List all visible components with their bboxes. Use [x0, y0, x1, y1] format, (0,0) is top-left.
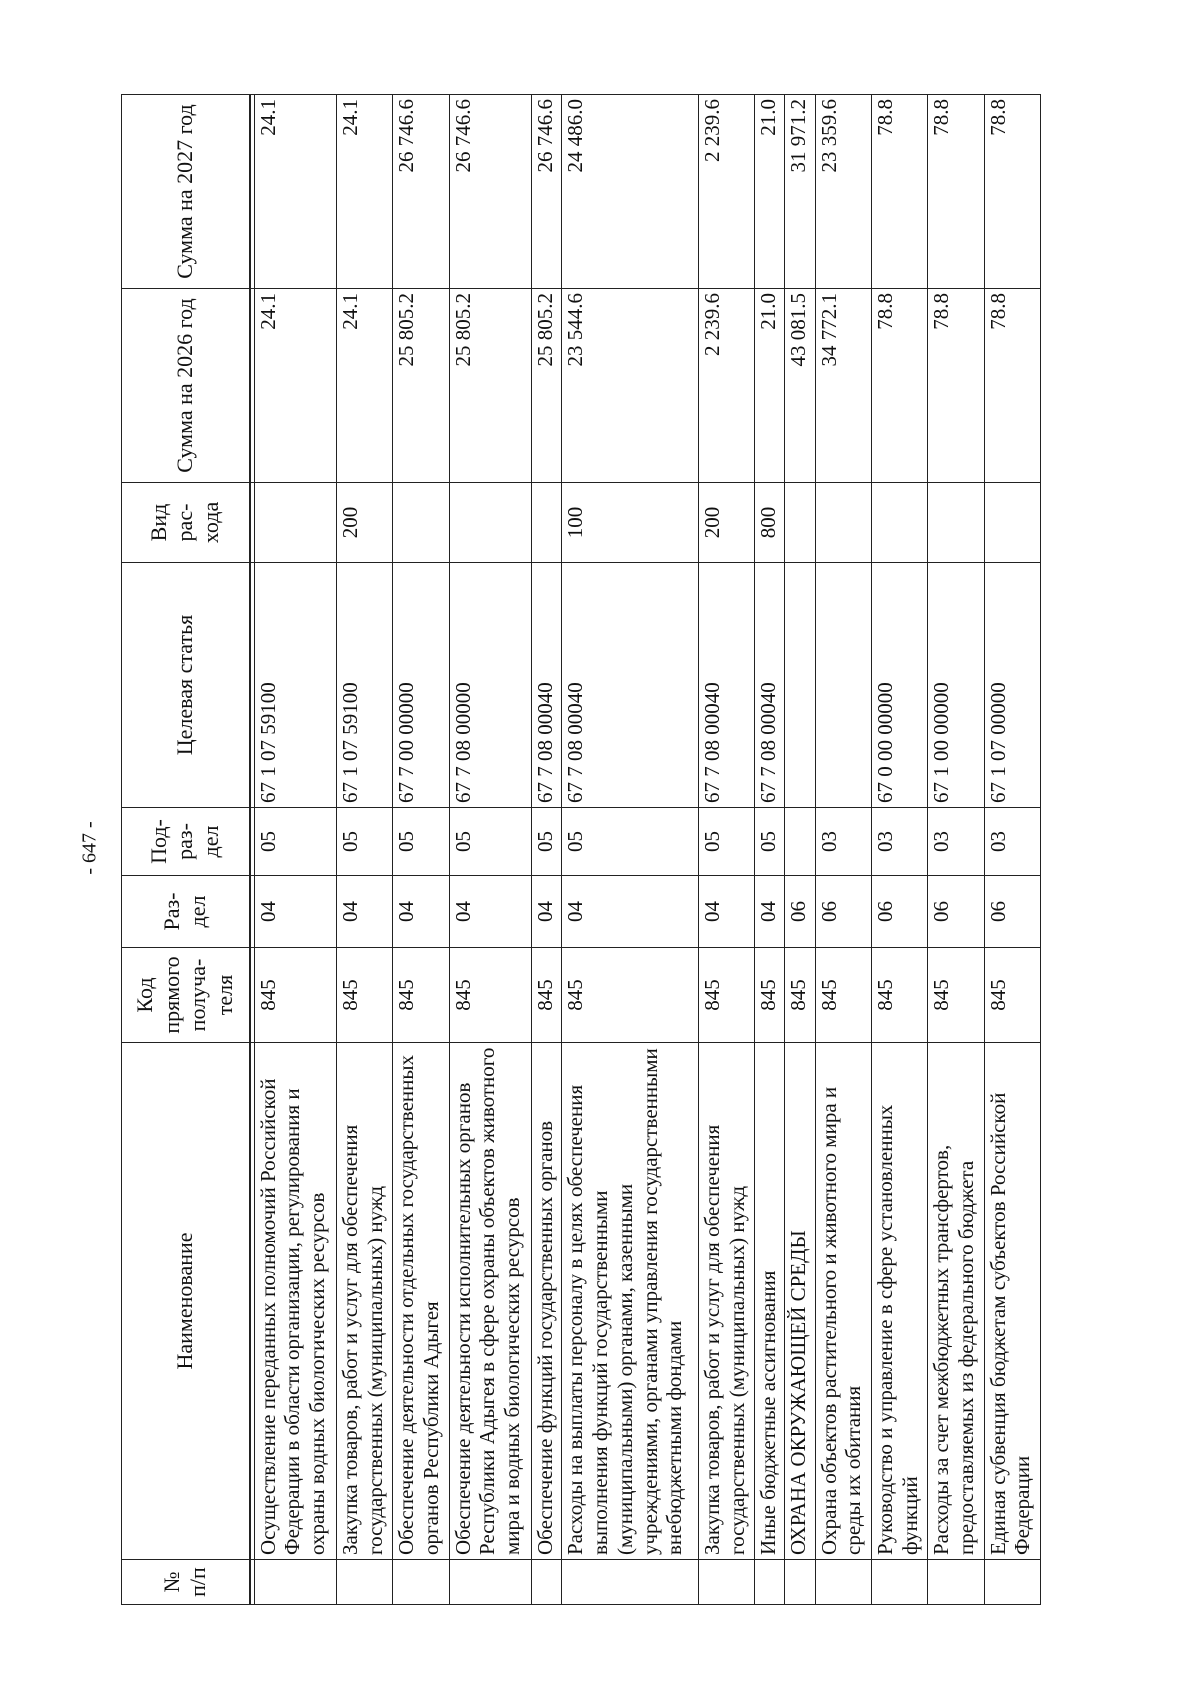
cell-article: 67 1 00 00000	[928, 563, 984, 808]
cell-name: Расходы на выплаты персоналу в целях обеспечения выполнения функций государственными (муниципальными) органами, казенными учреждениями, органами управления государственными внебюджетными фондами	[562, 1043, 699, 1560]
cell-article: 67 1 07 59100	[254, 563, 336, 808]
cell-sum2026: 2 239.6	[699, 289, 755, 483]
cell-article: 67 7 08 00040	[532, 563, 562, 808]
budget-sheet	[121, 95, 1041, 1605]
cell-sum2027: 78.8	[871, 95, 927, 289]
table-row	[871, 95, 927, 1605]
cell-sum2026: 25 805.2	[449, 289, 531, 483]
cell-recipient: 845	[815, 948, 871, 1043]
cell-name: Обеспечение функций государственных органов	[532, 1043, 562, 1560]
cell-section: 06	[785, 876, 815, 948]
budget-table	[121, 94, 1041, 1605]
cell-num	[699, 1560, 755, 1605]
cell-subsection: 05	[699, 808, 755, 876]
header-article: Целевая статья	[122, 563, 250, 808]
cell-sum2026: 21.0	[755, 289, 785, 483]
cell-sum2027: 24.1	[254, 95, 336, 289]
cell-num	[871, 1560, 927, 1605]
cell-subsection: 05	[755, 808, 785, 876]
cell-sum2027: 31 971.2	[785, 95, 815, 289]
cell-article	[815, 563, 871, 808]
cell-name: Обеспечение деятельности отдельных государственных органов Республики Адыгея	[393, 1043, 449, 1560]
cell-section: 06	[871, 876, 927, 948]
cell-num	[254, 1560, 336, 1605]
table-row	[562, 95, 699, 1605]
cell-article: 67 7 08 00040	[562, 563, 699, 808]
cell-sum2027: 26 746.6	[393, 95, 449, 289]
table-row	[984, 95, 1040, 1605]
cell-section: 04	[699, 876, 755, 948]
cell-section: 06	[815, 876, 871, 948]
cell-article: 67 1 07 59100	[336, 563, 392, 808]
cell-sum2027: 78.8	[928, 95, 984, 289]
cell-expense: 100	[562, 483, 699, 563]
cell-sum2026: 24.1	[254, 289, 336, 483]
cell-expense	[532, 483, 562, 563]
cell-expense: 800	[755, 483, 785, 563]
cell-expense	[785, 483, 815, 563]
table-row	[254, 95, 336, 1605]
cell-sum2027: 24 486.0	[562, 95, 699, 289]
cell-num	[984, 1560, 1040, 1605]
cell-section: 04	[755, 876, 785, 948]
cell-subsection: 03	[928, 808, 984, 876]
cell-num	[755, 1560, 785, 1605]
cell-sum2026: 24.1	[336, 289, 392, 483]
header-num: № п/п	[122, 1560, 250, 1605]
cell-section: 04	[562, 876, 699, 948]
cell-recipient: 845	[755, 948, 785, 1043]
cell-article: 67 7 08 00040	[755, 563, 785, 808]
cell-expense	[393, 483, 449, 563]
cell-recipient: 845	[393, 948, 449, 1043]
cell-section: 06	[928, 876, 984, 948]
cell-section: 06	[984, 876, 1040, 948]
cell-sum2026: 78.8	[928, 289, 984, 483]
header-recipient: Код прямого получа-теля	[122, 948, 250, 1043]
cell-section: 04	[336, 876, 392, 948]
cell-expense	[871, 483, 927, 563]
cell-article: 67 0 00 00000	[871, 563, 927, 808]
cell-sum2027: 78.8	[984, 95, 1040, 289]
cell-subsection	[785, 808, 815, 876]
header-row	[122, 95, 250, 1605]
cell-article: 67 7 00 00000	[393, 563, 449, 808]
cell-sum2027: 23 359.6	[815, 95, 871, 289]
cell-expense	[984, 483, 1040, 563]
cell-recipient: 845	[449, 948, 531, 1043]
cell-recipient: 845	[699, 948, 755, 1043]
cell-sum2027: 2 239.6	[699, 95, 755, 289]
cell-recipient: 845	[984, 948, 1040, 1043]
cell-expense	[254, 483, 336, 563]
table-row	[815, 95, 871, 1605]
cell-subsection: 05	[254, 808, 336, 876]
cell-num	[815, 1560, 871, 1605]
header-subsection: Под-раз-дел	[122, 808, 250, 876]
cell-recipient: 845	[254, 948, 336, 1043]
cell-num	[532, 1560, 562, 1605]
cell-article: 67 7 08 00000	[449, 563, 531, 808]
cell-sum2027: 24.1	[336, 95, 392, 289]
cell-article: 67 1 07 00000	[984, 563, 1040, 808]
cell-name: Иные бюджетные ассигнования	[755, 1043, 785, 1560]
cell-name: Осуществление переданных полномочий Российской Федерации в области организации, регулирования и охраны водных биологических ресурсов	[254, 1043, 336, 1560]
cell-num	[393, 1560, 449, 1605]
cell-subsection: 05	[336, 808, 392, 876]
cell-num	[562, 1560, 699, 1605]
cell-section: 04	[393, 876, 449, 948]
cell-section: 04	[254, 876, 336, 948]
header-sum2026: Сумма на 2026 год	[122, 289, 250, 483]
cell-num	[336, 1560, 392, 1605]
cell-name: ОХРАНА ОКРУЖАЮЩЕЙ СРЕДЫ	[785, 1043, 815, 1560]
header-expense: Вид рас-хода	[122, 483, 250, 563]
header-section: Раз-дел	[122, 876, 250, 948]
cell-sum2027: 26 746.6	[449, 95, 531, 289]
cell-recipient: 845	[871, 948, 927, 1043]
cell-name: Охрана объектов растительного и животного мира и среды их обитания	[815, 1043, 871, 1560]
header-sum2027: Сумма на 2027 год	[122, 95, 250, 289]
cell-sum2026: 25 805.2	[532, 289, 562, 483]
cell-expense	[815, 483, 871, 563]
cell-name: Обеспечение деятельности исполнительных органов Республики Адыгея в сфере охраны объектов животного мира и водных биологических ресурсов	[449, 1043, 531, 1560]
cell-expense: 200	[699, 483, 755, 563]
cell-name: Закупка товаров, работ и услуг для обеспечения государственных (муниципальных) нужд	[336, 1043, 392, 1560]
cell-section: 04	[532, 876, 562, 948]
cell-expense: 200	[336, 483, 392, 563]
cell-sum2026: 43 081.5	[785, 289, 815, 483]
cell-sum2026: 23 544.6	[562, 289, 699, 483]
cell-sum2026: 25 805.2	[393, 289, 449, 483]
cell-recipient: 845	[532, 948, 562, 1043]
cell-recipient: 845	[562, 948, 699, 1043]
cell-subsection: 03	[871, 808, 927, 876]
cell-subsection: 05	[562, 808, 699, 876]
cell-num	[449, 1560, 531, 1605]
cell-sum2026: 78.8	[984, 289, 1040, 483]
cell-subsection: 03	[984, 808, 1040, 876]
cell-sum2026: 78.8	[871, 289, 927, 483]
table-row	[393, 95, 449, 1605]
table-row	[699, 95, 755, 1605]
cell-subsection: 03	[815, 808, 871, 876]
cell-subsection: 05	[532, 808, 562, 876]
cell-name: Руководство и управление в сфере установленных функций	[871, 1043, 927, 1560]
cell-sum2027: 26 746.6	[532, 95, 562, 289]
cell-num	[928, 1560, 984, 1605]
page-number: - 647 -	[78, 821, 101, 875]
header-name: Наименование	[122, 1043, 250, 1560]
cell-article: 67 7 08 00040	[699, 563, 755, 808]
table-row	[928, 95, 984, 1605]
cell-sum2027: 21.0	[755, 95, 785, 289]
cell-recipient: 845	[785, 948, 815, 1043]
cell-name: Расходы за счет межбюджетных трансфертов, предоставляемых из федерального бюджета	[928, 1043, 984, 1560]
cell-subsection: 05	[393, 808, 449, 876]
table-row	[449, 95, 531, 1605]
cell-recipient: 845	[928, 948, 984, 1043]
cell-recipient: 845	[336, 948, 392, 1043]
table-row	[755, 95, 785, 1605]
cell-subsection: 05	[449, 808, 531, 876]
cell-expense	[449, 483, 531, 563]
cell-section: 04	[449, 876, 531, 948]
cell-name: Закупка товаров, работ и услуг для обеспечения государственных (муниципальных) нужд	[699, 1043, 755, 1560]
table-row	[336, 95, 392, 1605]
cell-article	[785, 563, 815, 808]
cell-expense	[928, 483, 984, 563]
cell-num	[785, 1560, 815, 1605]
cell-name: Единая субвенция бюджетам субъектов Российской Федерации	[984, 1043, 1040, 1560]
table-row	[532, 95, 562, 1605]
cell-sum2026: 34 772.1	[815, 289, 871, 483]
table-row	[785, 95, 815, 1605]
